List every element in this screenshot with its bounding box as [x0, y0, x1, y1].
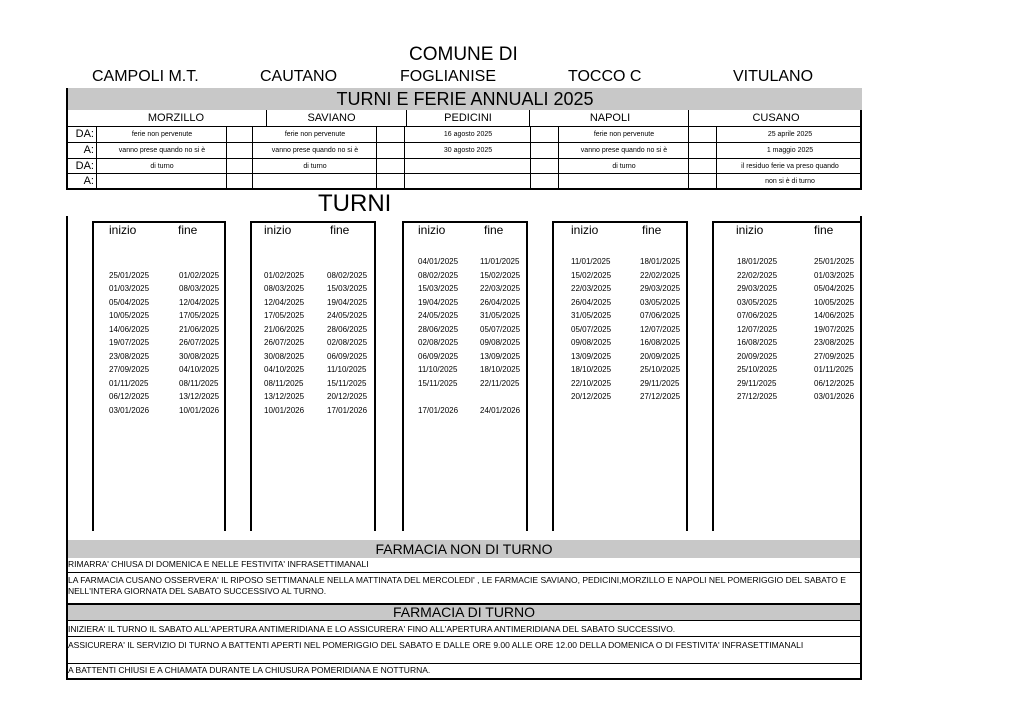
date-fine: 01/02/2025 — [179, 270, 220, 280]
pharmacy-morzillo: MORZILLO — [147, 112, 205, 124]
divider — [250, 221, 252, 531]
date-fine: 10/05/2025 — [814, 297, 855, 307]
date-inizio: 10/01/2026 — [264, 405, 305, 415]
date-inizio: 22/10/2025 — [571, 378, 612, 388]
divider — [92, 221, 94, 531]
date-fine: 23/08/2025 — [814, 338, 855, 347]
date-inizio: 31/05/2025 — [571, 311, 612, 320]
header-fine: fine — [178, 223, 198, 237]
banner-title: TURNI E FERIE ANNUALI 2025 — [336, 89, 594, 109]
date-fine: 14/06/2025 — [814, 311, 855, 320]
ferie-cell: vanno prese quando no si è — [271, 147, 359, 154]
date-fine: 05/04/2025 — [814, 284, 855, 293]
date-fine: 20/12/2025 — [327, 392, 368, 401]
date-inizio: 16/08/2025 — [737, 338, 778, 347]
date-fine: 11/10/2025 — [327, 365, 367, 374]
date-inizio: 10/05/2025 — [109, 311, 150, 320]
date-inizio: 28/06/2025 — [418, 324, 459, 334]
date-inizio: 05/04/2025 — [109, 297, 150, 307]
date-fine: 03/01/2026 — [814, 392, 855, 401]
header-inizio: inizio — [264, 223, 292, 237]
date-inizio: 18/01/2025 — [737, 257, 778, 266]
date-fine: 03/05/2025 — [640, 297, 681, 307]
turni-area — [66, 216, 862, 540]
date-inizio: 18/10/2025 — [571, 365, 612, 374]
date-inizio: 13/12/2025 — [264, 392, 305, 401]
divider — [402, 221, 404, 531]
date-inizio: 13/09/2025 — [571, 351, 612, 361]
date-fine: 13/09/2025 — [480, 351, 521, 361]
date-fine: 17/05/2025 — [179, 311, 220, 320]
date-inizio: 09/08/2025 — [571, 338, 612, 347]
date-fine: 12/04/2025 — [179, 297, 220, 307]
date-inizio: 15/11/2025 — [418, 378, 458, 388]
date-inizio: 12/04/2025 — [264, 297, 305, 307]
date-fine: 06/09/2025 — [327, 351, 368, 361]
ferie-cell: 1 maggio 2025 — [766, 147, 814, 154]
date-inizio: 22/03/2025 — [571, 284, 612, 293]
date-fine: 01/03/2025 — [814, 270, 855, 280]
divider — [66, 216, 68, 540]
date-inizio: 27/09/2025 — [109, 365, 150, 374]
date-fine: 26/04/2025 — [480, 297, 521, 307]
date-fine: 18/10/2025 — [480, 365, 521, 374]
ferie-table — [66, 110, 862, 190]
date-inizio: 24/05/2025 — [418, 311, 459, 320]
di-turno-banner — [66, 603, 862, 621]
date-fine: 15/02/2025 — [480, 270, 521, 280]
di-turno-line3: A BATTENTI CHIUSI E A CHIAMATA DURANTE LA CHIUSURA POMERIDIANA E NOTTURNA. — [68, 665, 431, 675]
ferie-cell: vanno prese quando no si è — [118, 147, 206, 154]
date-fine: 08/11/2025 — [179, 378, 219, 388]
town-vitulano: VITULANO — [733, 68, 814, 85]
date-fine: 08/02/2025 — [327, 270, 368, 280]
divider — [66, 572, 862, 573]
date-fine: 24/01/2026 — [480, 405, 521, 415]
header-fine: fine — [330, 223, 350, 237]
date-inizio: 15/02/2025 — [571, 270, 612, 280]
date-inizio: 15/03/2025 — [418, 284, 459, 293]
divider — [374, 221, 376, 531]
ferie-cell: 25 aprile 2025 — [767, 131, 813, 138]
date-fine: 17/01/2026 — [327, 405, 368, 415]
date-fine: 05/07/2025 — [480, 324, 521, 334]
date-inizio: 26/04/2025 — [571, 297, 612, 307]
date-fine: 27/09/2025 — [814, 351, 855, 361]
date-fine: 13/12/2025 — [179, 392, 220, 401]
date-inizio: 06/12/2025 — [109, 392, 150, 401]
date-inizio: 12/07/2025 — [737, 324, 778, 334]
divider — [406, 110, 407, 126]
date-inizio: 14/06/2025 — [109, 324, 150, 334]
date-inizio: 03/05/2025 — [737, 297, 778, 307]
ferie-cell: ferie non pervenute — [284, 131, 346, 138]
divider — [226, 126, 227, 188]
pharmacy-napoli: NAPOLI — [589, 112, 631, 124]
date-fine: 07/06/2025 — [640, 311, 681, 320]
divider — [712, 221, 714, 531]
date-fine: 29/03/2025 — [640, 284, 681, 293]
header-fine: fine — [642, 223, 662, 237]
date-fine: 27/12/2025 — [640, 392, 681, 401]
row-label-a: A: — [83, 175, 94, 187]
date-fine: 20/09/2025 — [640, 351, 681, 361]
date-fine: 15/11/2025 — [327, 378, 367, 388]
ferie-cell: di turno — [150, 162, 174, 170]
ferie-cell — [560, 174, 688, 188]
date-inizio: 06/09/2025 — [418, 351, 459, 361]
date-fine: 31/05/2025 — [480, 311, 521, 320]
date-inizio: 17/01/2026 — [418, 405, 459, 415]
date-inizio: 26/07/2025 — [264, 338, 305, 347]
date-fine: 06/12/2025 — [814, 378, 855, 388]
date-inizio: 25/10/2025 — [737, 365, 778, 374]
date-inizio: 08/03/2025 — [264, 284, 305, 293]
divider — [716, 126, 717, 188]
date-fine: 16/08/2025 — [640, 338, 681, 347]
date-fine: 30/08/2025 — [179, 351, 220, 361]
date-inizio: 29/03/2025 — [737, 284, 778, 293]
date-inizio: 27/12/2025 — [737, 392, 778, 401]
date-inizio: 21/06/2025 — [264, 324, 305, 334]
date-inizio: 03/01/2026 — [109, 405, 150, 415]
divider — [558, 126, 559, 188]
non-di-turno-line2: LA FARMACIA CUSANO OSSERVERA' IL RIPOSO SETTIMANALE NELLA MATTINATA DEL MERCOLEDI' , LE FARMACIE SAVIANO, PEDICINI,MORZILLO E NAPOLI NEL POMERIGGIO DEL SABATO E NELL'INTERA GIORNATA DEL SABATO SUCCESSIVO AL TURNO. — [68, 575, 846, 596]
date-fine: 04/10/2025 — [179, 365, 220, 374]
divider — [404, 126, 405, 188]
ferie-cell: di turno — [612, 162, 636, 170]
ferie-cell — [406, 174, 530, 188]
ferie-cell: 16 agosto 2025 — [443, 131, 493, 138]
date-inizio: 17/05/2025 — [264, 311, 305, 320]
header-inizio: inizio — [736, 223, 764, 237]
pharmacy-pedicini: PEDICINI — [444, 112, 492, 124]
divider — [66, 663, 862, 664]
divider — [66, 636, 862, 637]
di-turno-title: FARMACIA DI TURNO — [392, 604, 536, 620]
date-inizio: 04/10/2025 — [264, 365, 305, 374]
date-inizio: 19/04/2025 — [418, 297, 459, 307]
date-fine: 24/05/2025 — [327, 311, 368, 320]
header-fine: fine — [814, 223, 834, 237]
date-fine: 09/08/2025 — [480, 338, 521, 347]
di-turno-line2: ASSICURERA' IL SERVIZIO DI TURNO A BATTENTI APERTI NEL POMERIGGIO DEL SABATO E DALLE ORE 9.00 ALLE ORE 12.00 DELLA DOMENICA O DI FESTIVITA' INFRASETTIMANALI — [68, 640, 804, 650]
date-fine: 01/11/2025 — [814, 365, 854, 374]
town-foglianise: FOGLIANISE — [400, 68, 497, 85]
non-di-turno-banner — [66, 540, 862, 558]
town-tocco: TOCCO C — [568, 68, 642, 85]
date-inizio: 25/01/2025 — [109, 270, 150, 280]
date-fine: 25/10/2025 — [640, 365, 681, 374]
date-inizio: 01/11/2025 — [109, 378, 149, 388]
date-inizio: 02/08/2025 — [418, 338, 459, 347]
divider — [252, 126, 253, 188]
date-fine: 22/11/2025 — [480, 378, 520, 388]
date-inizio: 11/10/2025 — [418, 365, 458, 374]
date-fine: 21/06/2025 — [179, 324, 220, 334]
date-inizio: 08/11/2025 — [264, 378, 304, 388]
ferie-cell: ferie non pervenute — [593, 131, 655, 138]
divider — [266, 110, 267, 126]
town-campoli: CAMPOLI M.T. — [92, 68, 199, 85]
di-turno-line1: INIZIERA' IL TURNO IL SABATO ALL'APERTURA ANTIMERIDIANA E LO ASSICURERA' FINO ALL'APERTURA ANTIMERIDIANA DEL SABATO SUCCESSIVO. — [68, 624, 676, 634]
date-inizio: 01/03/2025 — [109, 284, 150, 293]
date-inizio: 20/09/2025 — [737, 351, 778, 361]
header-inizio: inizio — [109, 223, 137, 237]
date-inizio: 19/07/2025 — [109, 338, 150, 347]
ferie-cell: 30 agosto 2025 — [443, 147, 493, 154]
divider — [688, 110, 689, 126]
date-inizio: 04/01/2025 — [418, 257, 459, 266]
header-inizio: inizio — [571, 223, 599, 237]
date-fine: 28/06/2025 — [327, 324, 368, 334]
row-label-a: A: — [83, 144, 94, 156]
date-fine: 10/01/2026 — [179, 405, 220, 415]
divider — [526, 221, 528, 531]
divider — [686, 221, 688, 531]
date-inizio: 29/11/2025 — [737, 378, 777, 388]
town-cautano: CAUTANO — [260, 68, 338, 85]
ferie-cell: di turno — [303, 162, 327, 170]
ferie-cell — [406, 159, 530, 173]
row-label-da: DA: — [75, 128, 94, 140]
divider — [224, 221, 226, 531]
ferie-cell: il residuo ferie va preso quando — [741, 162, 839, 170]
ferie-cell: ferie non pervenute — [131, 131, 193, 138]
date-inizio: 05/07/2025 — [571, 324, 612, 334]
date-fine: 29/11/2025 — [640, 378, 680, 388]
divider — [530, 126, 531, 188]
divider — [712, 221, 862, 223]
date-fine: 22/02/2025 — [640, 270, 681, 280]
date-fine: 26/07/2025 — [179, 338, 220, 347]
date-fine: 22/03/2025 — [480, 284, 521, 293]
non-di-turno-title: FARMACIA NON DI TURNO — [375, 541, 553, 557]
date-inizio: 08/02/2025 — [418, 270, 459, 280]
ferie-cell: non si è di turno — [765, 177, 815, 185]
date-fine: 12/07/2025 — [640, 324, 681, 334]
non-di-turno-line1: RIMARRA' CHIUSA DI DOMENICA E NELLE FESTIVITA' INFRASETTIMANALI — [68, 559, 369, 569]
header-inizio: inizio — [418, 223, 446, 237]
divider — [96, 126, 97, 188]
header-fine: fine — [484, 223, 504, 237]
date-inizio: 01/02/2025 — [264, 270, 305, 280]
pharmacy-saviano: SAVIANO — [307, 112, 356, 124]
date-fine: 02/08/2025 — [327, 338, 368, 347]
row-label-da: DA: — [75, 160, 94, 172]
ferie-cell — [254, 174, 376, 188]
date-inizio: 20/12/2025 — [571, 392, 612, 401]
page-title: COMUNE DI — [409, 44, 518, 65]
date-inizio: 22/02/2025 — [737, 270, 778, 280]
pharmacy-cusano: CUSANO — [752, 112, 800, 124]
date-fine: 08/03/2025 — [179, 284, 220, 293]
date-fine: 19/07/2025 — [814, 324, 855, 334]
divider — [552, 221, 554, 531]
divider — [529, 110, 530, 126]
turni-title: TURNI — [318, 190, 392, 217]
ferie-cell: vanno prese quando no si è — [580, 147, 668, 154]
date-fine: 15/03/2025 — [327, 284, 368, 293]
ferie-cell — [98, 174, 226, 188]
date-inizio: 07/06/2025 — [737, 311, 778, 320]
date-fine: 25/01/2025 — [814, 257, 855, 266]
date-fine: 18/01/2025 — [640, 257, 681, 266]
date-fine: 19/04/2025 — [327, 297, 368, 307]
date-fine: 11/01/2025 — [480, 257, 520, 266]
date-inizio: 30/08/2025 — [264, 351, 305, 361]
banner — [66, 88, 862, 110]
date-inizio: 23/08/2025 — [109, 351, 150, 361]
divider — [376, 126, 377, 188]
divider — [688, 126, 689, 188]
date-inizio: 11/01/2025 — [571, 257, 611, 266]
